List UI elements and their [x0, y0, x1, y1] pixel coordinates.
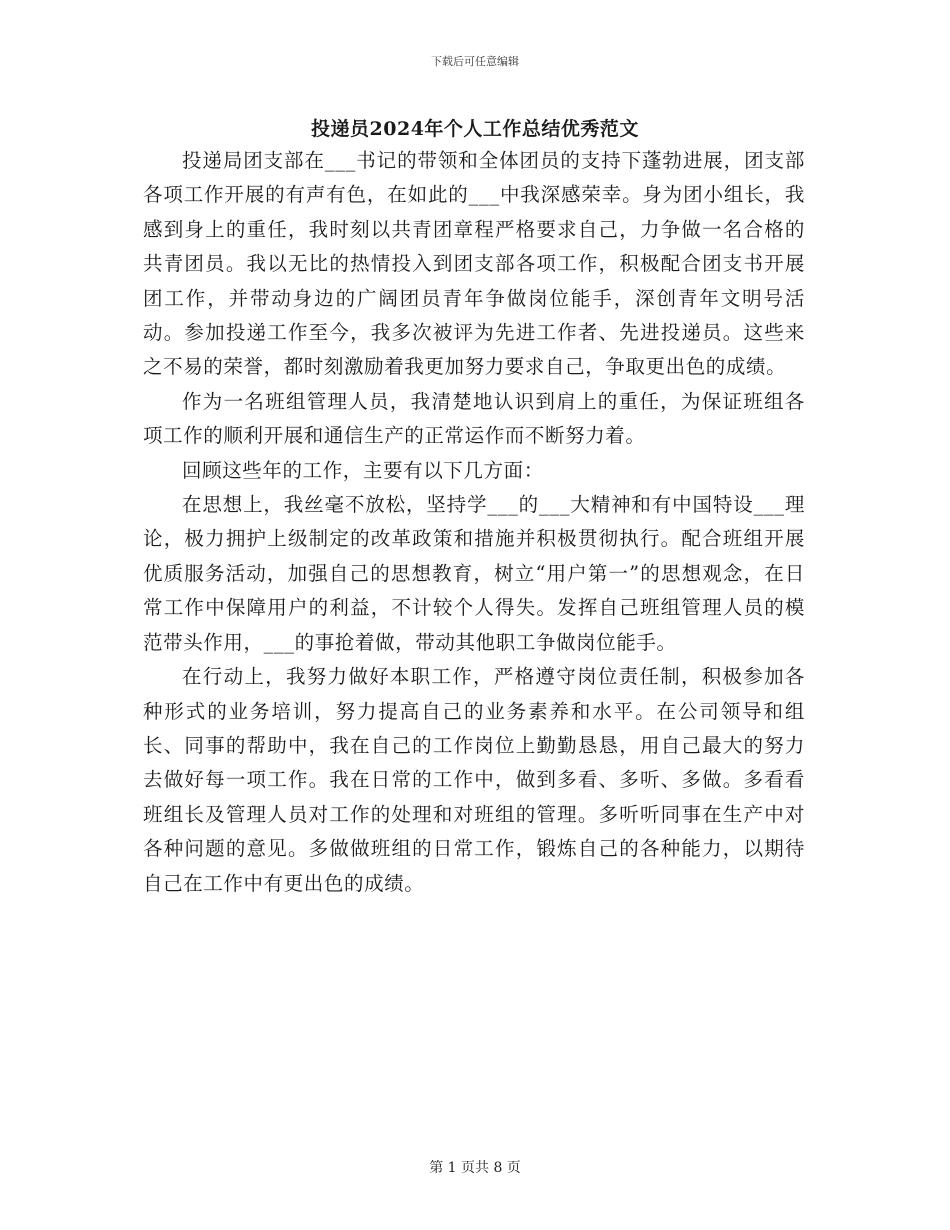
page-footer: 第 1 页共 8 页 — [429, 1160, 521, 1176]
paragraph: 作为一名班组管理人员，我清楚地认识到肩上的重任，为保证班组各项工作的顺利开展和通信生产的正常运作而不断努力着。 — [143, 389, 805, 448]
header-note: 下载后可任意编辑 — [431, 55, 519, 68]
document-title: 投递员2024年个人工作总结优秀范文 — [311, 118, 639, 140]
document-body — [143, 144, 805, 901]
paragraph: 在行动上，我努力做好本职工作，严格遵守岗位责任制，积极参加各种形式的业务培训，努力提高自己的业务素养和水平。在公司领导和组长、同事的帮助中，我在自己的工作岗位上勤勤恳恳，用自己最大的努力去做好每一项工作。我在日常的工作中，做到多看、多听、多做。多看看班组长及管理人员对工作的处理和对班组的管理。多听听同事在生产中对各种问题的意见。多做做班组的日常工作，锻炼自己的各种能力，以期待自己在工作中有更出色的成绩。 — [143, 665, 805, 895]
paragraph: 回顾这些年的工作，主要有以下几方面： — [182, 458, 544, 482]
paragraph: 在思想上，我丝毫不放松，坚持学___的___大精神和有中国特设___理论，极力拥护上级制定的改革政策和措施并积极贯彻执行。配合班组开展优质服务活动，加强自己的思想教育，树立“用户第一”的思想观念，在日常工作中保障用户的利益，不计较个人得失。发挥自己班组管理人员的模范带头作用，___的事抢着做，带动其他职工争做岗位能手。 — [143, 493, 805, 654]
paragraph: 投递局团支部在___书记的带领和全体团员的支持下蓬勃进展，团支部各项工作开展的有声有色，在如此的___中我深感荣幸。身为团小组长，我感到身上的重任，我时刻以共青团章程严格要求自己，力争做一名合格的共青团员。我以无比的热情投入到团支部各项工作，积极配合团支书开展团工作，并带动身边的广阔团员青年争做岗位能手，深创青年文明号活动。参加投递工作至今，我多次被评为先进工作者、先进投递员。这些来之不易的荣誉，都时刻激励着我更加努力要求自己，争取更出色的成绩。 — [143, 149, 805, 379]
